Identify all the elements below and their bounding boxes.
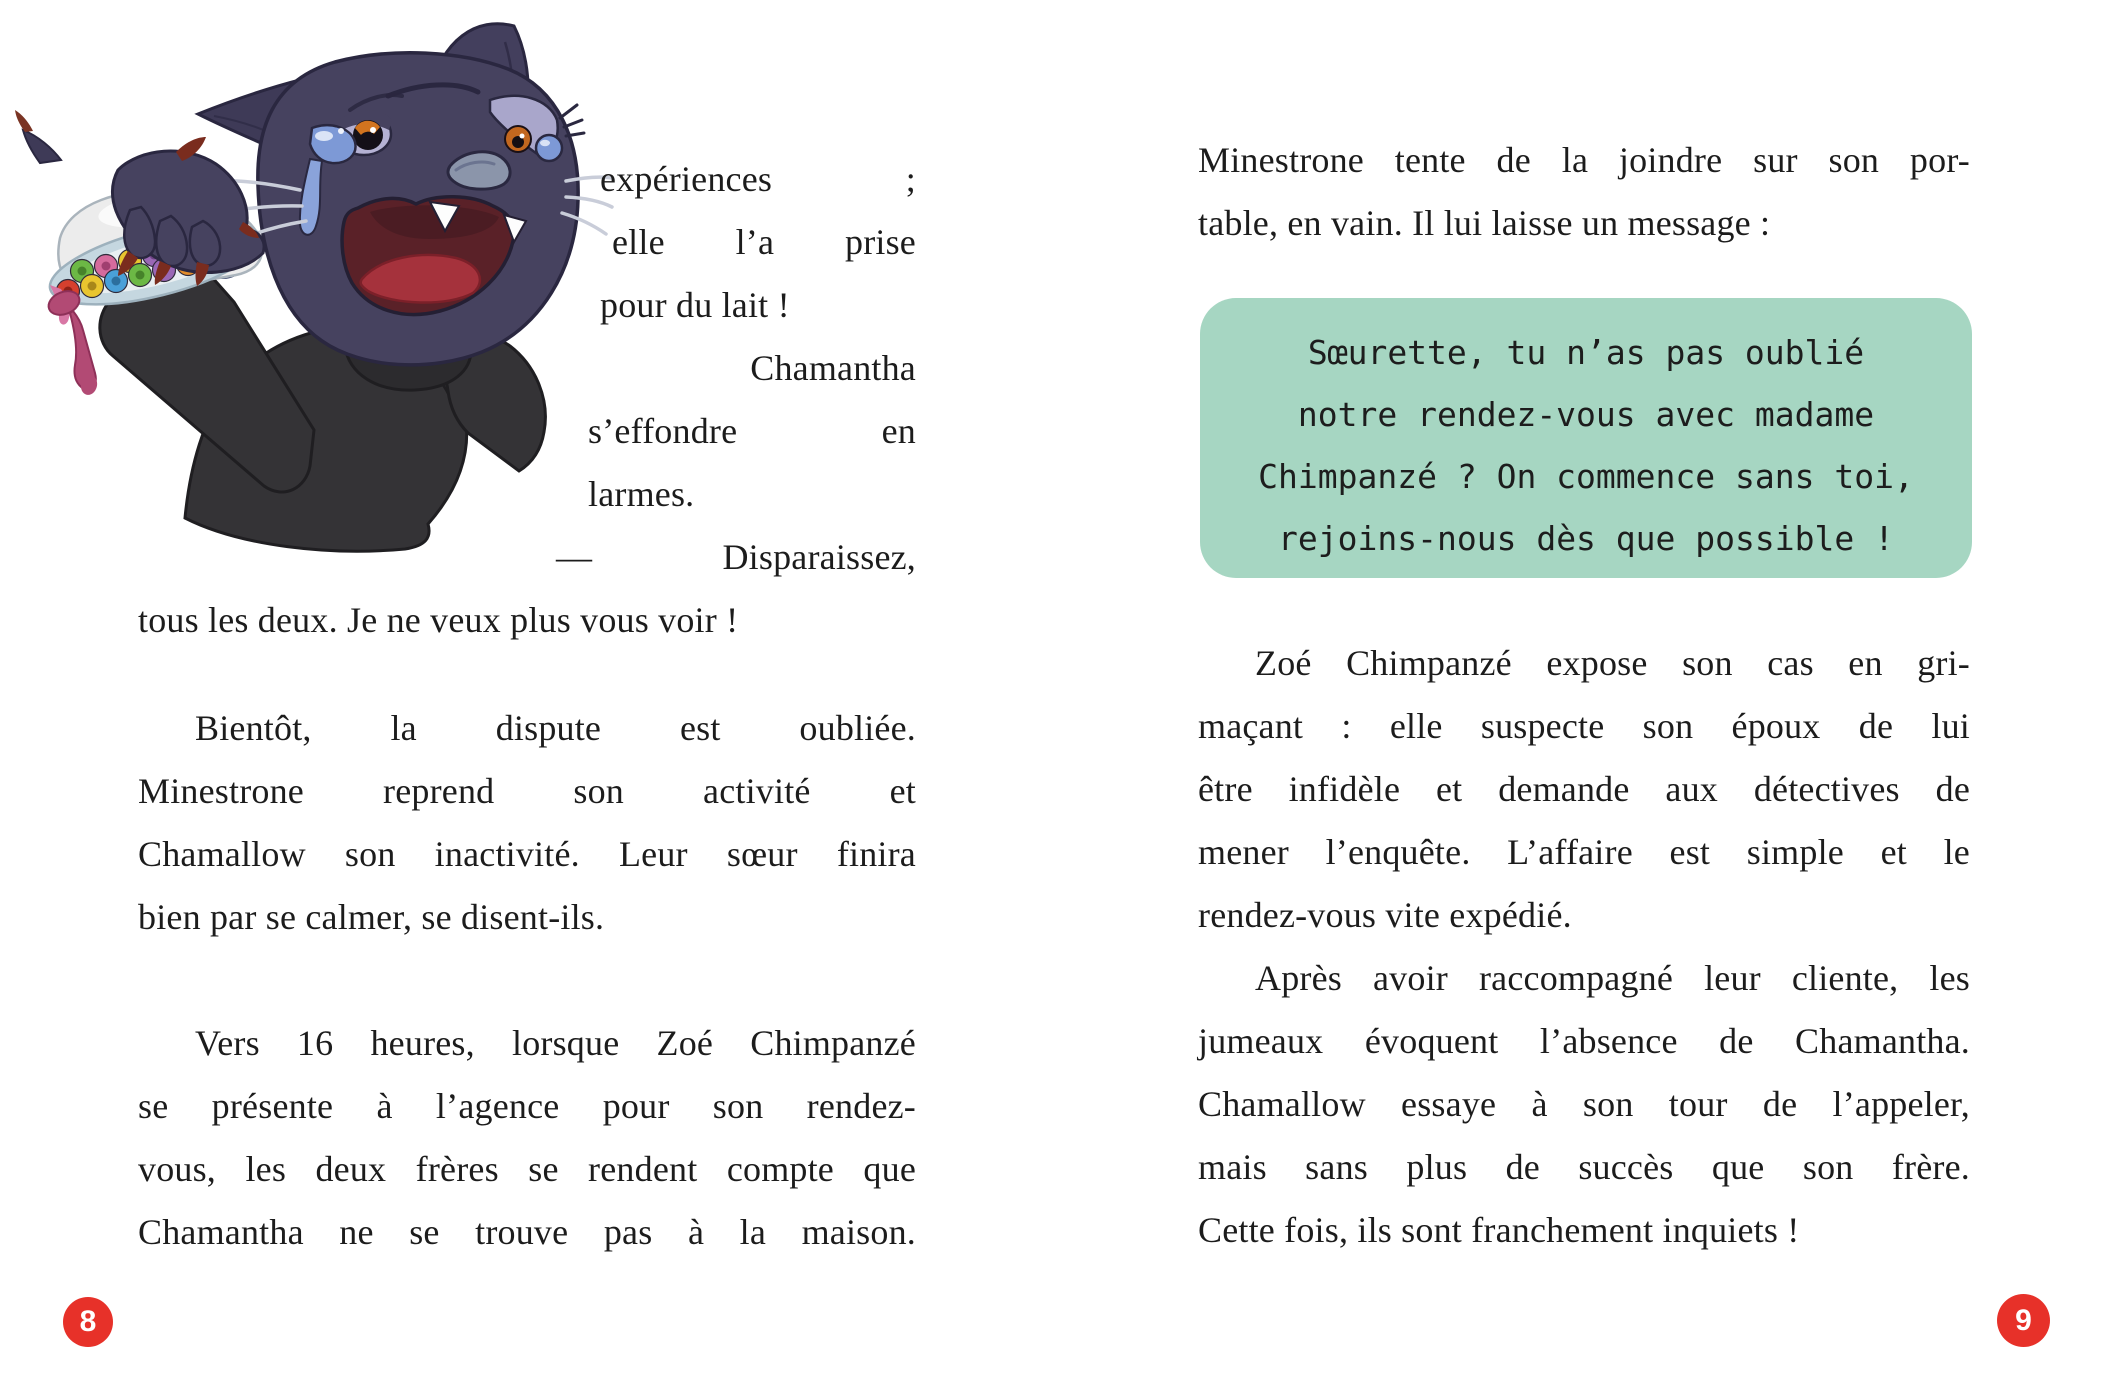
text-line: s’effondre en <box>588 411 916 451</box>
text-line: mener l’enquête. L’affaire est simple et le <box>1198 832 1970 872</box>
text-line: larmes. <box>588 474 695 514</box>
text-line: se présente à l’agence pour son rendez- <box>138 1086 916 1126</box>
text-line: Bientôt, la dispute est oubliée. <box>195 708 916 748</box>
text-line: Minestrone reprend son activité et <box>138 771 916 811</box>
text-line: Chamallow essaye à son tour de l’appeler, <box>1198 1084 1970 1124</box>
page-number-badge <box>1997 1294 2050 1347</box>
text-line: tous les deux. Je ne veux plus vous voir ! <box>138 600 739 640</box>
text-line: mais sans plus de succès que son frère. <box>1198 1147 1970 1187</box>
text-line: Zoé Chimpanzé expose son cas en gri- <box>1255 643 1970 683</box>
text-line: bien par se calmer, se disent-ils. <box>138 897 605 937</box>
text-line: Après avoir raccompagné leur cliente, les <box>1255 958 1970 998</box>
text-line: elle l’a prise <box>612 222 916 262</box>
crying-cat-illustration <box>0 0 620 580</box>
message-line: rejoins-nous dès que possible ! <box>1278 519 1894 558</box>
text-line: jumeaux évoquent l’absence de Chamantha. <box>1198 1021 1970 1061</box>
page-number-badge <box>63 1297 113 1347</box>
page-number: 9 <box>2015 1303 2032 1337</box>
text-line: Cette fois, ils sont franchement inquiets ! <box>1198 1210 1800 1250</box>
text-line: Vers 16 heures, lorsque Zoé Chimpanzé <box>195 1023 916 1063</box>
page-number: 8 <box>79 1305 97 1338</box>
text-line: pour du lait ! <box>600 285 790 325</box>
text-line: Chamantha ne se trouve pas à la maison. <box>138 1212 916 1252</box>
text-line: maçant : elle suspecte son époux de lui <box>1198 706 1970 746</box>
text-line: table, en vain. Il lui laisse un message : <box>1198 203 1771 243</box>
message-line: Sœurette, tu n’as pas oublié <box>1307 333 1865 372</box>
message-line: Chimpanzé ? On commence sans toi, <box>1258 457 1914 496</box>
text-line: Chamallow son inactivité. Leur sœur finira <box>138 834 916 874</box>
text-line: être infidèle et demande aux détectives de <box>1198 769 1970 809</box>
text-line: Chamantha <box>750 348 916 388</box>
text-line: expériences ; <box>600 159 916 199</box>
text-line: — Disparaissez, <box>556 537 916 577</box>
text-line: Minestrone tente de la joindre sur son por- <box>1198 140 1970 180</box>
text-line: rendez-vous vite expédié. <box>1198 895 1572 935</box>
text-line: vous, les deux frères se rendent compte que <box>138 1149 916 1189</box>
message-line: notre rendez-vous avec madame <box>1297 395 1875 434</box>
